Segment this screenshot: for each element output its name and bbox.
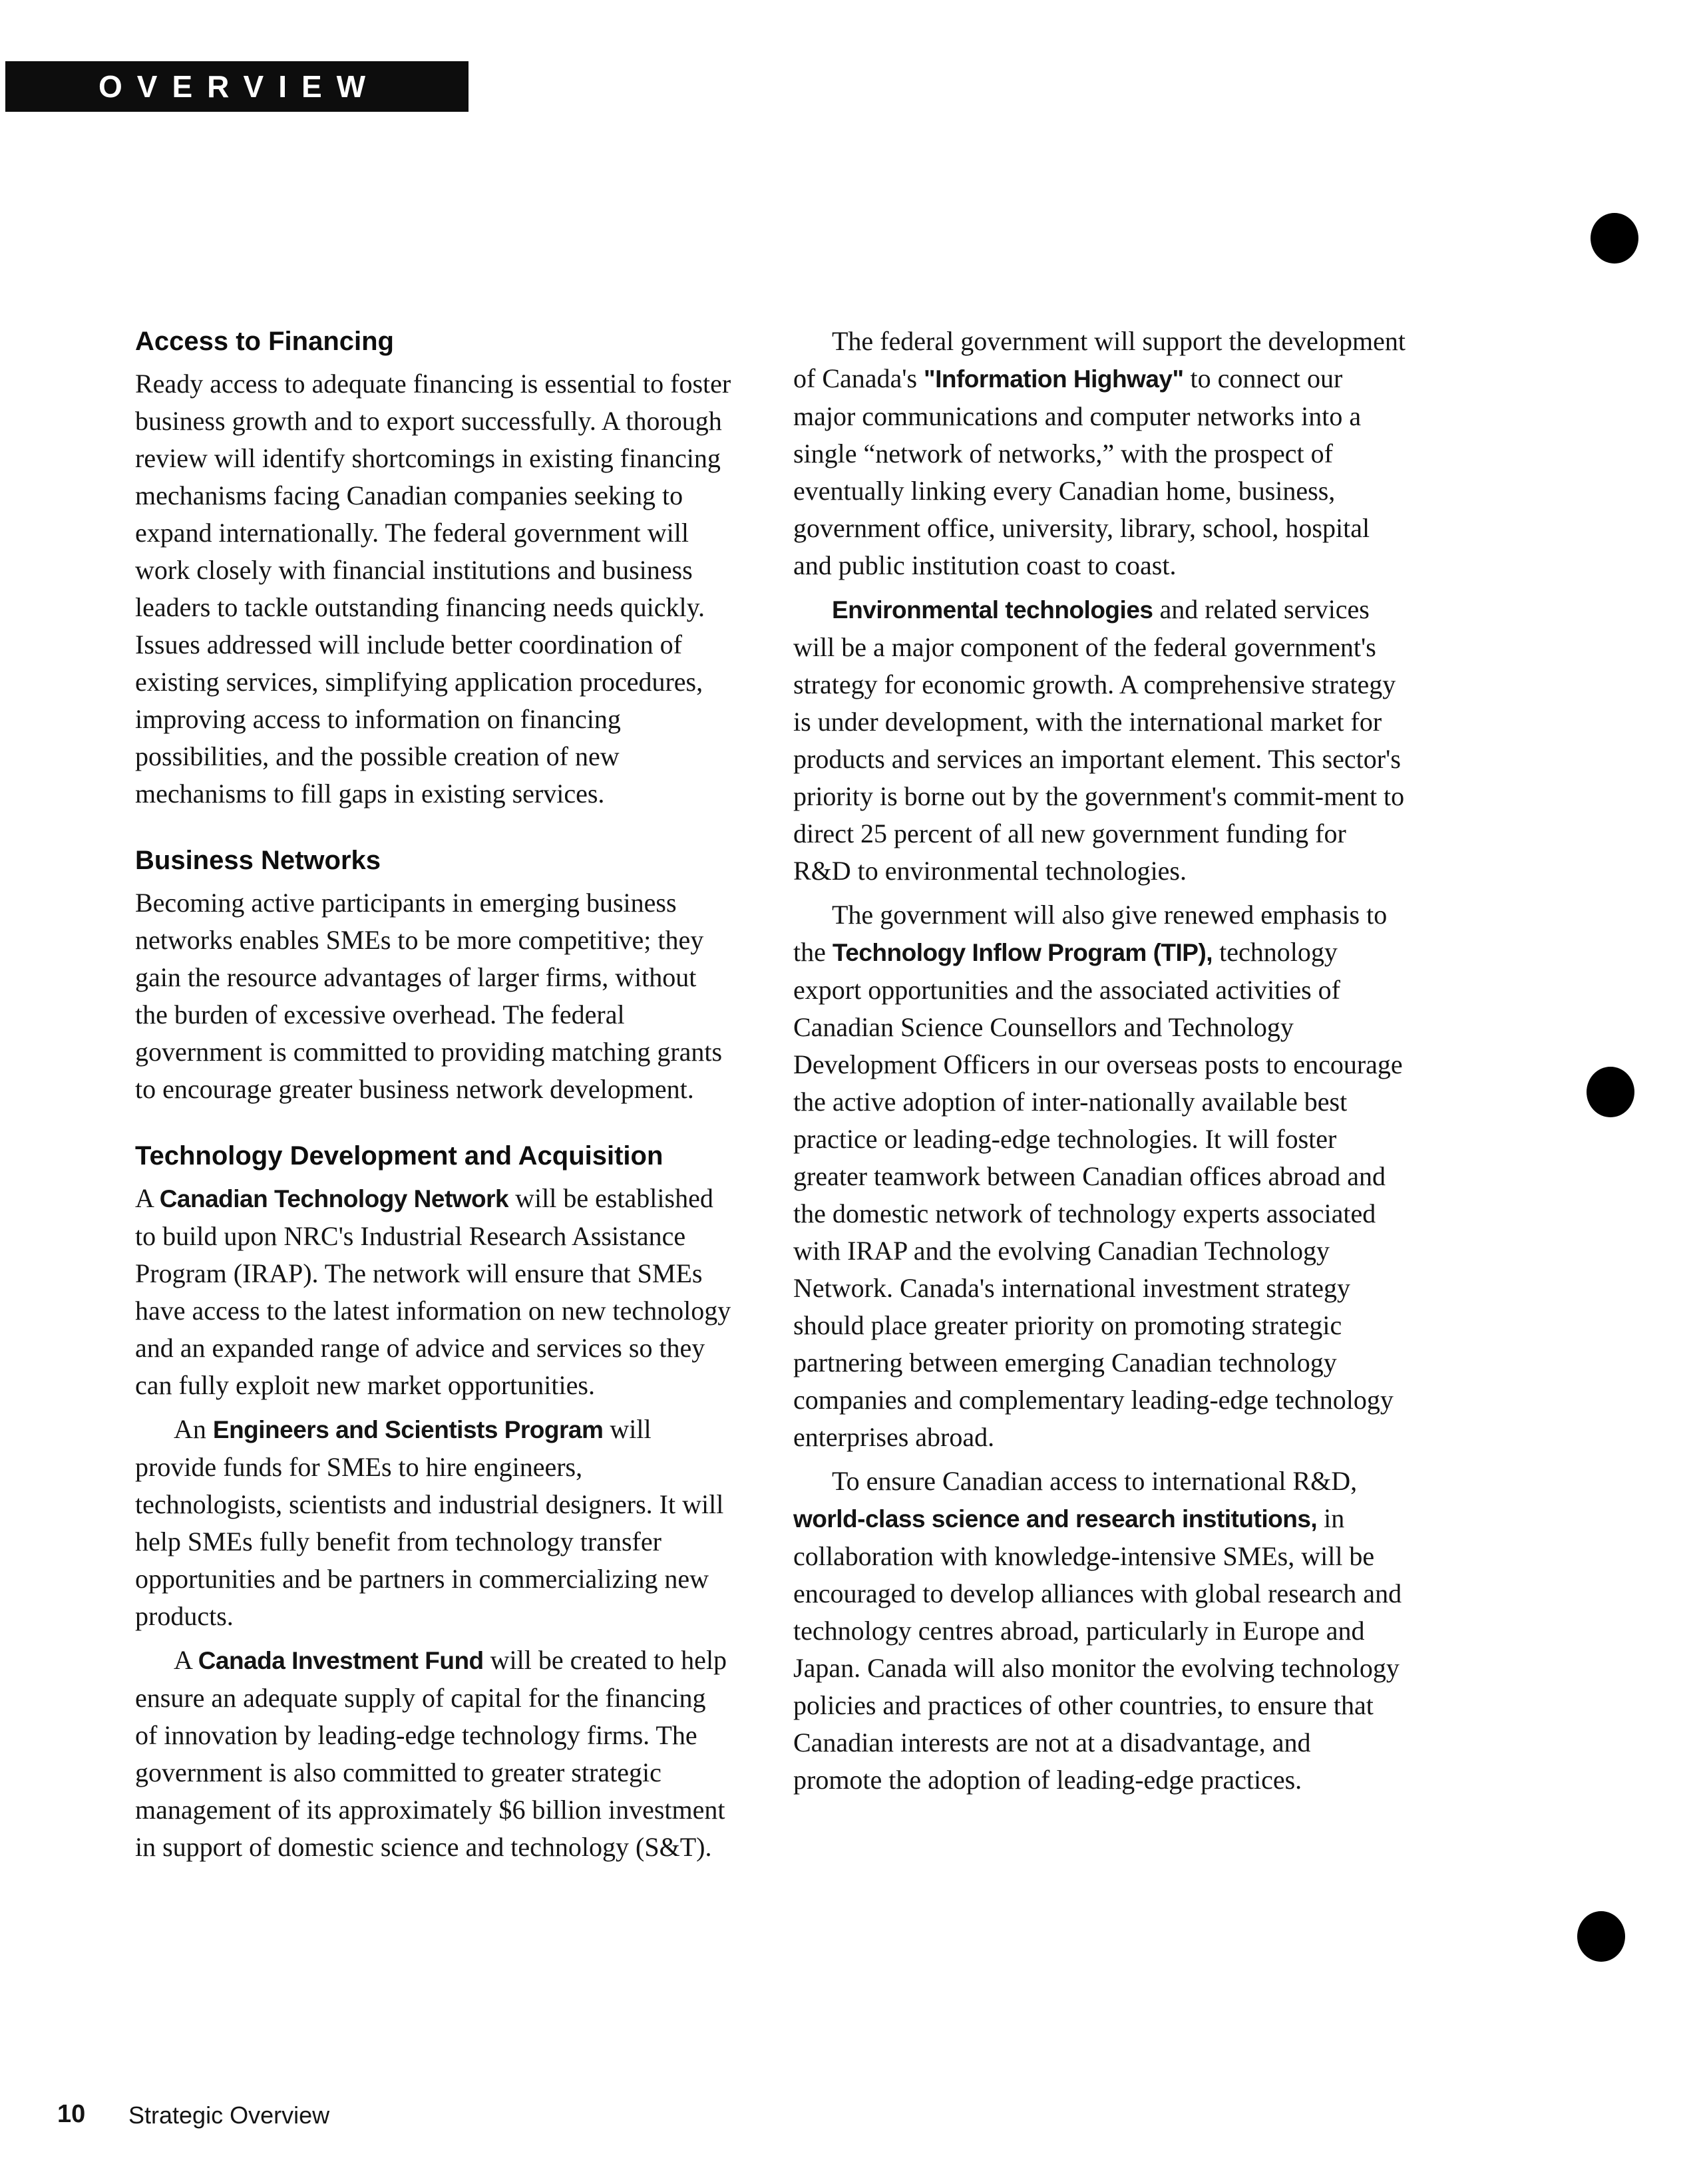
heading-business-networks: Business Networks [135,846,381,875]
binder-hole-bottom [1577,1911,1625,1962]
text-run: To ensure Canadian access to international R&D, [832,1466,1358,1496]
page-number: 10 [57,2100,86,2128]
text-run: technology export opportunities and the associated activities of Canadian Science Counsellors and Technology Development Officers in our overseas posts to encourage the active adoption of inter-nationally available best practice or leading-edge technologies. It will foster greater teamwork between Canadian offices abroad and the domestic network of technology experts associated with IRAP and the evolving Canadian Technology Network. Canada's international investment strategy should place greater priority on promoting strategic partnering between emerging Canadian technology companies and complementary leading-edge technology enterprises abroad. [793,937,1403,1452]
paragraph-engineers-program [135,1411,734,1635]
highlight-term: world-class science and research institutions, [793,1505,1318,1533]
text-run: will be created to help ensure an adequate supply of capital for the financing of innovation by leading-edge technology firms. The government is also committed to greater strategic management of its approximately $6 billion investment in support of domestic science and technology (S&T). [135,1645,727,1862]
text-run: will be established to build upon NRC's Industrial Research Assistance Program (IRAP). The network will ensure that SMEs have access to the latest information on new technology and an expanded range of advice and services so they can fully exploit new market opportunities. [135,1183,731,1400]
text-run: to connect our major communications and computer networks into a single “network of networks,” with the prospect of eventually linking every Canadian home, business, government office, university, library, school, hospital and public institution coast to coast. [793,363,1370,580]
heading-technology-development: Technology Development and Acquisition [135,1141,663,1171]
paragraph-networks: Becoming active participants in emerging business networks enables SMEs to be more competitive; they gain the resource advantages of larger firms, without the burden of excessive overhead. The federal government is committed to providing matching grants to encourage greater business network development. [135,888,723,1104]
section-tab [5,61,469,112]
binder-hole-middle [1587,1067,1634,1117]
highlight-term: Technology Inflow Program (TIP), [832,939,1213,966]
text-run: and related services will be a major component of the federal government's strategy for economic growth. A comprehensive strategy is under development, with the international market for products and services an important element. This sector's priority is borne out by the government's commit-ment to direct 25 percent of all new government funding for R&D to environmental technologies. [793,594,1405,886]
text-run: The government will also give renewed emphasis to the [793,900,1388,967]
text-run: in collaboration with knowledge-intensive SMEs, will be encouraged to develop alliances with global research and technology centres abroad, particularly in Europe and Japan. Canada will also monitor the evolving technology policies and practices of other countries, to ensure that Canadian interests are not at a disadvantage, and promote the adoption of leading-edge practices. [793,1503,1402,1795]
paragraph-information-highway [793,323,1406,584]
paragraph-investment-fund [135,1642,734,1866]
section-tab-label: OVERVIEW [98,69,381,104]
paragraph-research-institutions [793,1463,1406,1799]
binder-hole-top [1591,213,1638,264]
paragraph-financing: Ready access to adequate financing is essential to foster business growth and to export successfully. A thorough review will identify shortcomings in existing financing mechanisms facing Canadian companies seeking to expand internationally. The federal government will work closely with financial institutions and business leaders to tackle outstanding financing needs quickly. Issues addressed will include better coordination of existing services, simplifying application procedures, improving access to information on financing possibilities, and the possible creation of new mechanisms to fill gaps in existing services. [135,369,731,809]
left-column [135,323,734,1866]
highlight-term: Engineers and Scientists Program [212,1416,604,1443]
paragraph-environmental [793,591,1406,890]
highlight-term: Canadian Technology Network [159,1185,509,1212]
text-run: An [174,1414,213,1444]
highlight-term: Canada Investment Fund [198,1647,484,1674]
text-run: A [174,1645,198,1675]
text-run: will provide funds for SMEs to hire engineers, technologists, scientists and industrial designers. It will help SMEs fully benefit from technology transfer opportunities and be partners in commercializing new products. [135,1414,724,1631]
highlight-term: Environmental technologies [832,596,1153,624]
footer-title: Strategic Overview [128,2101,330,2129]
text-run: A [135,1183,160,1213]
paragraph-tip [793,896,1406,1456]
paragraph-tech-network [135,1180,734,1404]
text-run: The federal government will support the development of Canada's [793,326,1406,393]
heading-access-to-financing: Access to Financing [135,327,394,356]
highlight-term: "Information Highway" [924,365,1184,393]
right-column [793,323,1406,1799]
